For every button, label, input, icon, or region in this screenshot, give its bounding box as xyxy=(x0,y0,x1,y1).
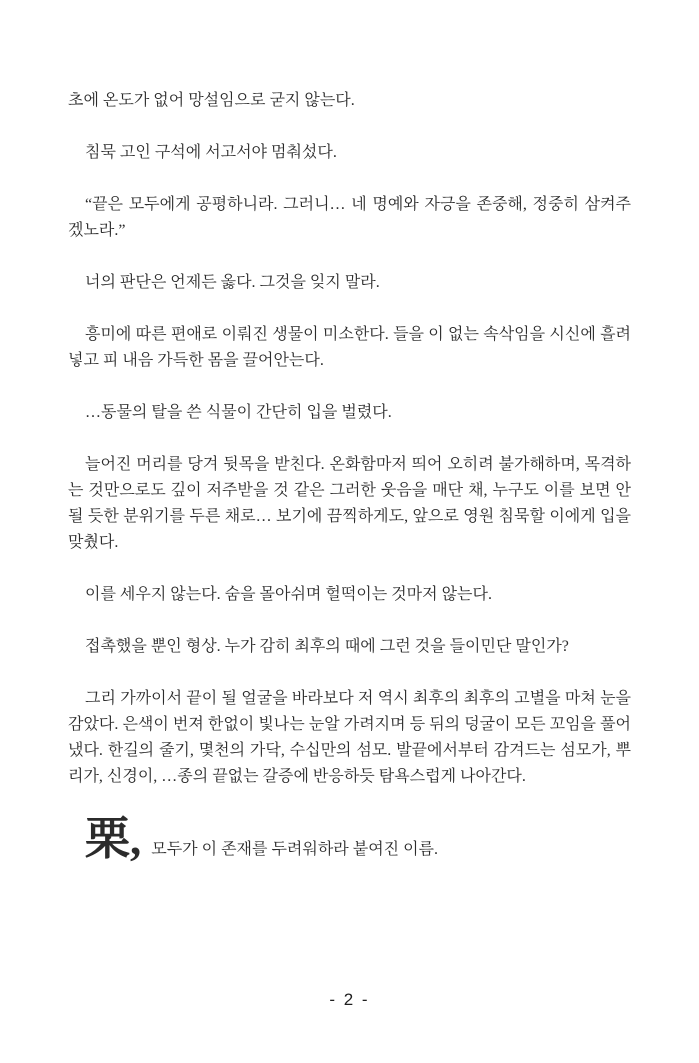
paragraph-9: 접촉했을 뿐인 형상. 누가 감히 최후의 때에 그런 것을 들이민단 말인가? xyxy=(85,638,569,655)
big-hanja-character: 栗, xyxy=(85,814,142,864)
paragraph-6: …동물의 탈을 쓴 식물이 간단히 입을 벌렸다. xyxy=(85,404,392,421)
paragraph-5: 흥미에 따른 편애로 이뤄진 생물이 미소한다. 들을 이 없는 속삭임을 시신에 흘려넣고 피 내음 가득한 몸을 끌어안는다. xyxy=(68,326,631,369)
name-line-text: 모두가 이 존재를 두려워하라 붙여진 이름. xyxy=(151,841,439,858)
paragraph-8: 이를 세우지 않는다. 숨을 몰아쉬며 헐떡이는 것마저 않는다. xyxy=(85,586,492,603)
page-number: - 2 - xyxy=(329,990,370,1009)
paragraph-7: 늘어진 머리를 당겨 뒷목을 받친다. 온화함마저 띄어 오히려 불가해하며, 목격하는 것만으로도 깊이 저주받을 것 같은 그러한 웃음을 매단 채, 누구도 이를 보면 안 될 듯한 분위기를 두른 채로… 보기에 끔찍하게도, 앞으로 영원 침묵할 이에게 입을 맞췄다. xyxy=(68,456,631,551)
paragraph-4: 너의 판단은 언제든 옳다. 그것을 잊지 말라. xyxy=(85,274,380,291)
paragraph-3-quote: “끝은 모두에게 공평하니라. 그러니… 네 명예와 자긍을 존중해, 정중히 삼켜주겠노라.” xyxy=(68,196,631,239)
paragraph-2: 침묵 고인 구석에 서고서야 멈춰섰다. xyxy=(85,144,337,161)
paragraph-1: 초에 온도가 없어 망설임으로 굳지 않는다. xyxy=(68,92,355,109)
paragraph-10: 그리 가까이서 끝이 될 얼굴을 바라보다 저 역시 최후의 최후의 고별을 마쳐 눈을 감았다. 은색이 번져 한없이 빛나는 눈알 가려지며 등 뒤의 덩굴이 모든 꼬임을 풀어냈다. 한길의 줄기, 몇천의 가닥, 수십만의 섬모. 발끝에서부터 감겨드는 섬모가, 뿌리가, 신경이, …종의 끝없는 갈증에 반응하듯 탐욕스럽게 나아간다. xyxy=(68,690,631,785)
name-line xyxy=(68,816,631,873)
